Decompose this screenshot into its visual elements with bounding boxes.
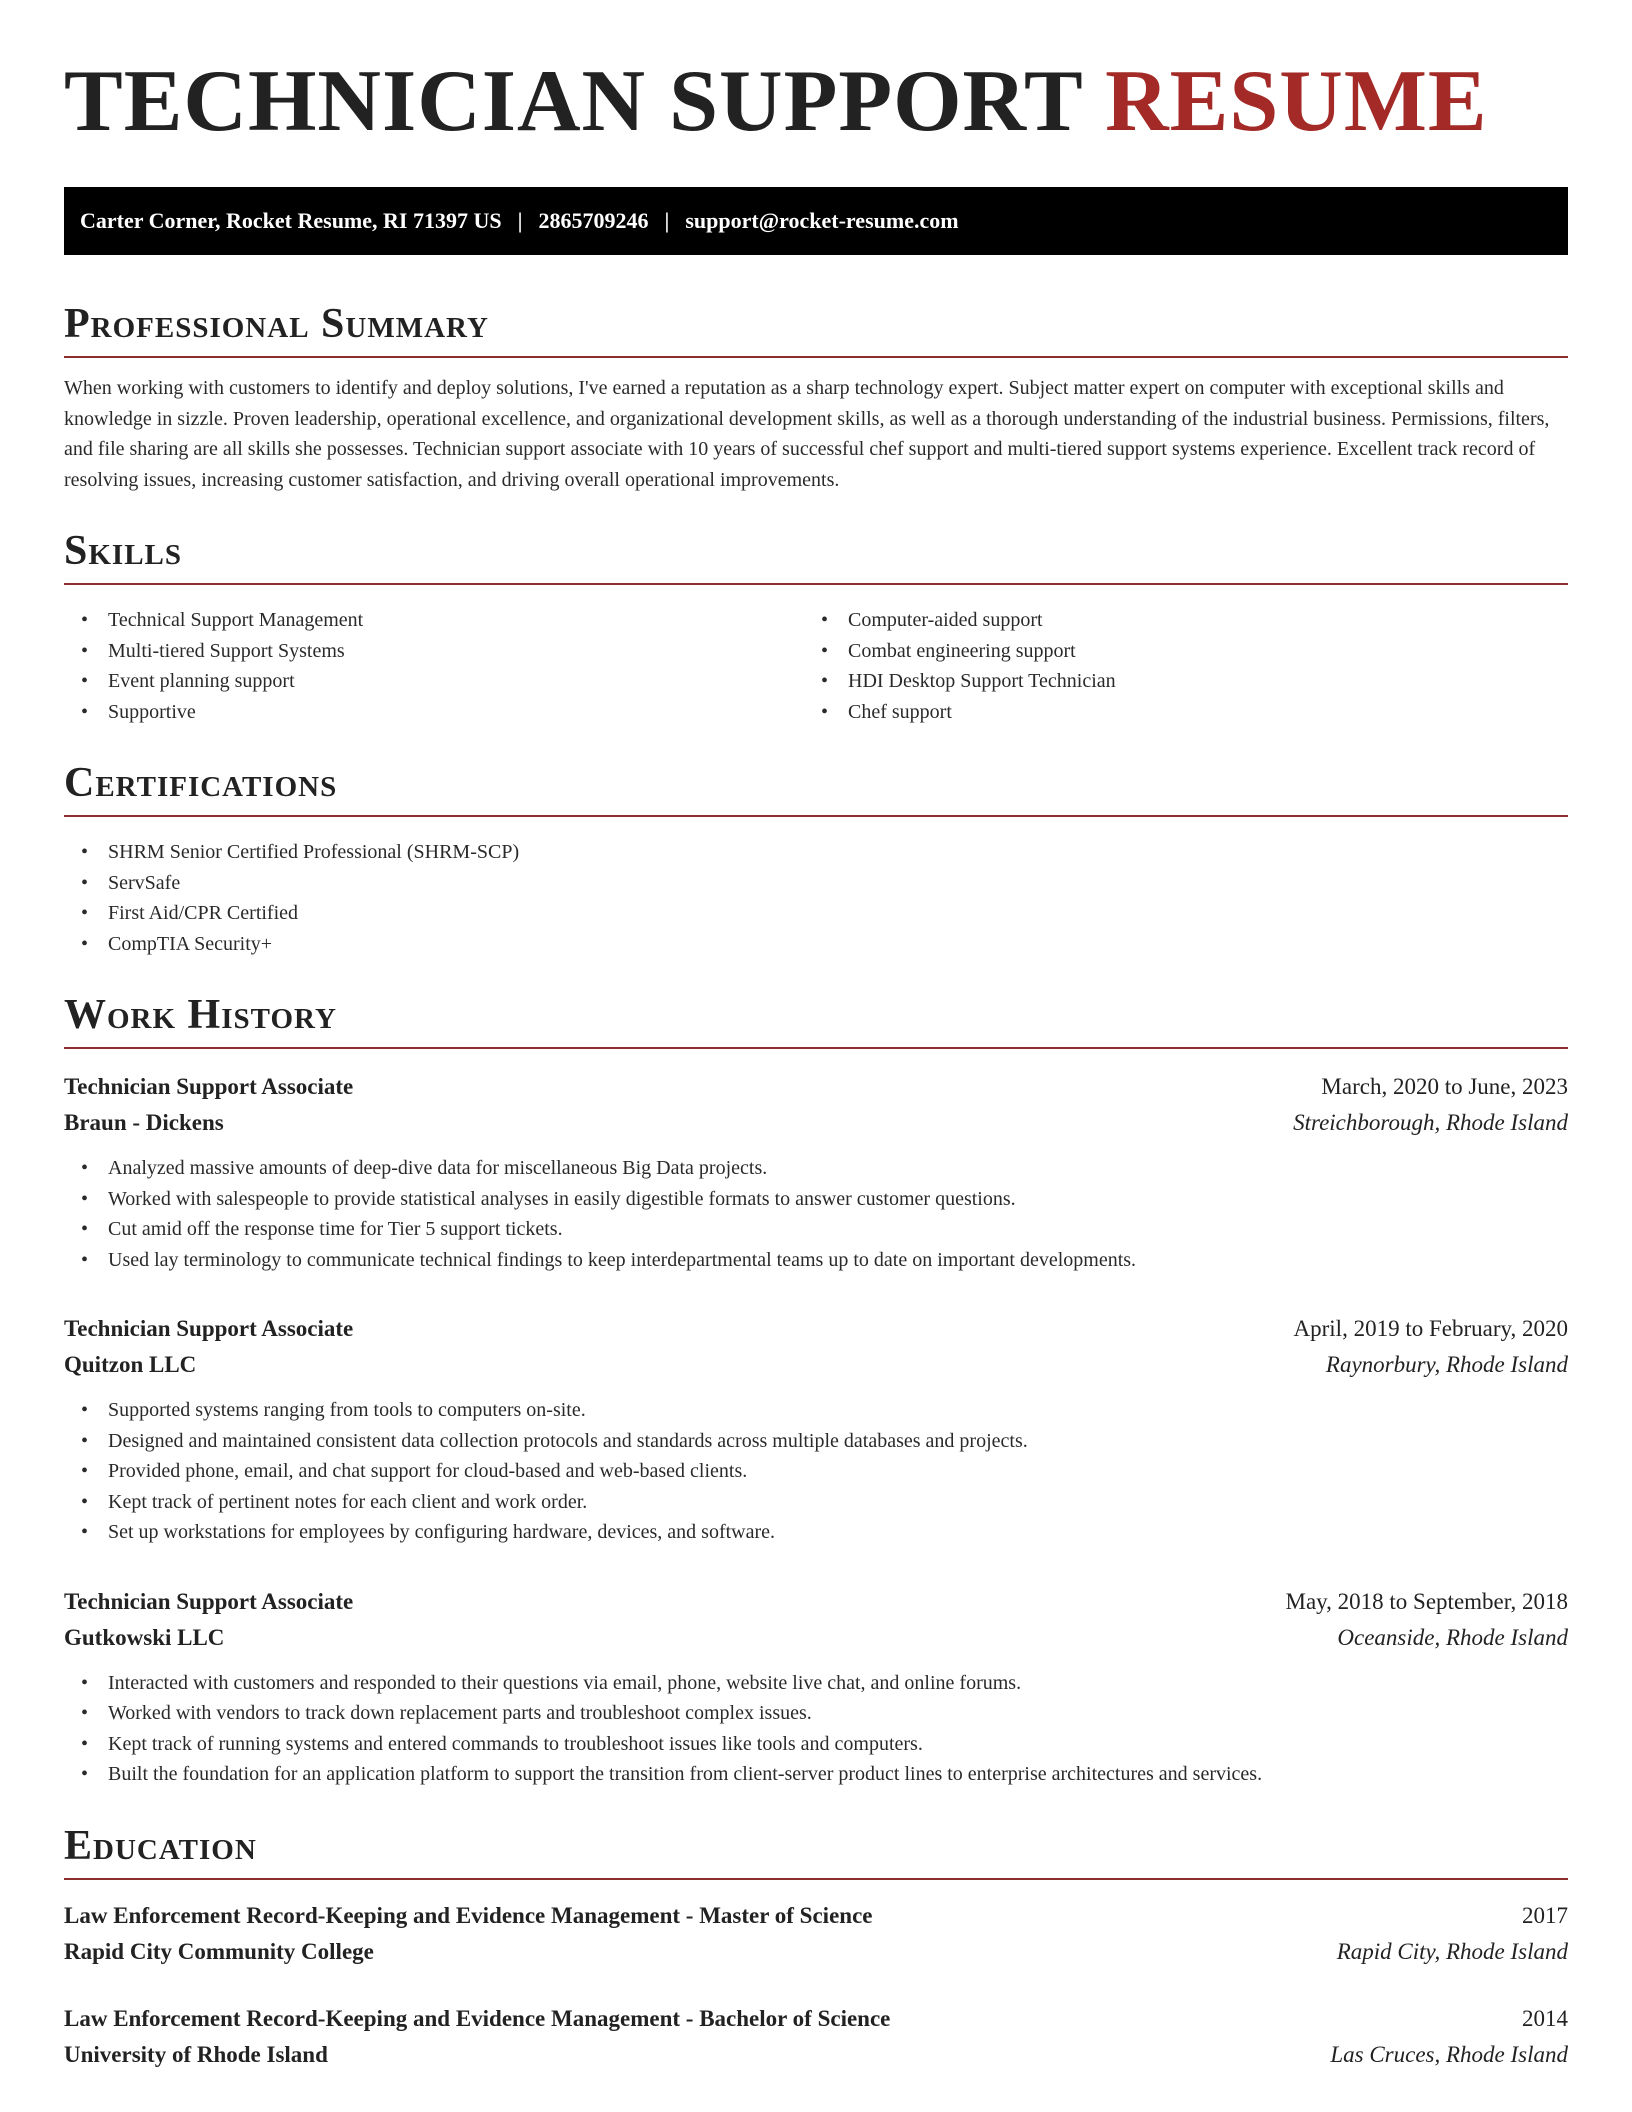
job-bullet: • Kept track of pertinent notes for each client and work order.: [64, 1487, 1568, 1518]
job-title: Technician Support Associate: [64, 1074, 354, 1099]
summary-section: [64, 303, 1568, 495]
contact-bar: [64, 187, 1568, 255]
job-entry: [64, 1311, 1568, 1548]
education-location: Las Cruces, Rhode Island: [1330, 2041, 1568, 2067]
job-bullet: • Worked with vendors to track down replacement parts and troubleshoot complex issues.: [64, 1698, 1568, 1729]
job-dates: May, 2018 to September, 2018: [1285, 1588, 1568, 1614]
job-location: Raynorbury, Rhode Island: [1325, 1352, 1568, 1377]
job-bullet: • Supported systems ranging from tools to computers on-site.: [64, 1395, 1568, 1426]
job-location: Streichborough, Rhode Island: [1293, 1110, 1568, 1135]
section-heading-summary: Professional Summary: [64, 303, 1568, 358]
education-section: [64, 1822, 1568, 2073]
job-bullet: • Cut amid off the response time for Tier 5 support tickets.: [64, 1214, 1568, 1245]
section-heading-education: Education: [64, 1825, 1568, 1880]
job-bullet: • Provided phone, email, and chat support for cloud-based and web-based clients.: [64, 1456, 1568, 1487]
summary-text: When working with customers to identify and deploy solutions, I've earned a reputation as a sharp technology expert. Subject matter expert on computer with exceptional skills and knowledge in sizzle. Proven leadership, operational excellence, and organizational development skills, as well as a thorough understanding of the industrial business. Permissions, filters, and file sharing are all skills she possesses. Technician support associate with 10 years of successful chef support and multi-tiered support systems experience. Excellent track record of resolving issues, increasing customer satisfaction, and driving overall operational improvements.: [64, 377, 1550, 491]
contact-phone: 2865709246: [538, 208, 649, 233]
certifications-list: [64, 837, 1568, 959]
job-company-row: [64, 1347, 1568, 1383]
job-bullet: • Analyzed massive amounts of deep-dive data for miscellaneous Big Data projects.: [64, 1153, 1568, 1184]
skill-item: • Chef support: [804, 697, 1544, 728]
job-title-row: [64, 1584, 1568, 1620]
education-degree-row: [64, 2001, 1568, 2037]
skill-item: • HDI Desktop Support Technician: [804, 666, 1544, 697]
contact-email[interactable]: support@rocket-resume.com: [685, 208, 959, 233]
job-bullet: • Worked with salespeople to provide statistical analyses in easily digestible formats to answer customer questions.: [64, 1184, 1568, 1215]
job-title-row: [64, 1311, 1568, 1347]
education-year: 2014: [1522, 2005, 1568, 2031]
skill-item: • Computer-aided support: [804, 605, 1544, 636]
skills-section: [64, 530, 1568, 727]
education-entry: [64, 2001, 1568, 2073]
section-heading-certifications: Certifications: [64, 762, 1568, 817]
job-bullet: • Kept track of running systems and entered commands to troubleshoot issues like tools and computers.: [64, 1729, 1568, 1760]
skill-item: • Combat engineering support: [804, 636, 1544, 667]
education-school-row: [64, 2037, 1568, 2073]
education-location: Rapid City, Rhode Island: [1336, 1938, 1568, 1964]
job-entry: [64, 1584, 1568, 1790]
education-school: Rapid City Community College: [64, 1938, 374, 1964]
skill-item: • Multi-tiered Support Systems: [64, 636, 804, 667]
job-entry: [64, 1069, 1568, 1275]
job-dates: March, 2020 to June, 2023: [1321, 1074, 1568, 1099]
job-bullets: [64, 1668, 1568, 1790]
skills-columns: [64, 605, 1568, 727]
education-degree: Law Enforcement Record-Keeping and Evidence Management - Master of Science: [64, 1902, 873, 1928]
job-title-row: [64, 1069, 1568, 1105]
job-company: Quitzon LLC: [64, 1352, 197, 1377]
work-history-section: [64, 994, 1568, 1790]
title-accent: RESUME: [1105, 53, 1488, 150]
job-bullets: [64, 1153, 1568, 1275]
job-dates: April, 2019 to February, 2020: [1293, 1316, 1568, 1341]
job-company-row: [64, 1105, 1568, 1141]
education-school-row: [64, 1934, 1568, 1970]
education-school: University of Rhode Island: [64, 2041, 328, 2067]
certification-item: • SHRM Senior Certified Professional (SHRM-SCP): [64, 837, 1568, 868]
job-company: Braun - Dickens: [64, 1110, 224, 1135]
section-heading-work-history: Work History: [64, 994, 1568, 1049]
section-heading-skills: Skills: [64, 530, 1568, 585]
job-company: Gutkowski LLC: [64, 1624, 225, 1650]
job-bullet: • Set up workstations for employees by configuring hardware, devices, and software.: [64, 1517, 1568, 1548]
job-company-row: [64, 1620, 1568, 1656]
title-main: TECHNICIAN SUPPORT: [64, 53, 1083, 150]
education-entry: [64, 1898, 1568, 1970]
education-degree-row: [64, 1898, 1568, 1934]
job-bullet: • Built the foundation for an application platform to support the transition from client-server product lines to enterprise architectures and services.: [64, 1759, 1568, 1790]
contact-address: Carter Corner, Rocket Resume, RI 71397 US: [80, 208, 502, 233]
skills-list-left: [64, 605, 804, 727]
job-bullet: • Used lay terminology to communicate technical findings to keep interdepartmental teams up to date on important developments.: [64, 1245, 1568, 1276]
skill-item: • Supportive: [64, 697, 804, 728]
resume-title: [64, 0, 1568, 150]
job-title: Technician Support Associate: [64, 1316, 354, 1341]
skill-item: • Technical Support Management: [64, 605, 804, 636]
contact-separator: |: [664, 208, 670, 233]
job-location: Oceanside, Rhode Island: [1337, 1624, 1568, 1650]
skill-item: • Event planning support: [64, 666, 804, 697]
skills-list-right: [804, 605, 1544, 727]
job-bullet: • Interacted with customers and responded to their questions via email, phone, website live chat, and online forums.: [64, 1668, 1568, 1699]
education-degree: Law Enforcement Record-Keeping and Evidence Management - Bachelor of Science: [64, 2005, 891, 2031]
job-title: Technician Support Associate: [64, 1588, 354, 1614]
certification-item: • First Aid/CPR Certified: [64, 898, 1568, 929]
certification-item: • ServSafe: [64, 868, 1568, 899]
education-year: 2017: [1522, 1902, 1568, 1928]
certification-item: • CompTIA Security+: [64, 929, 1568, 960]
contact-separator: |: [517, 208, 523, 233]
job-bullets: [64, 1395, 1568, 1548]
job-bullet: • Designed and maintained consistent data collection protocols and standards across multiple databases and projects.: [64, 1426, 1568, 1457]
certifications-section: [64, 762, 1568, 959]
